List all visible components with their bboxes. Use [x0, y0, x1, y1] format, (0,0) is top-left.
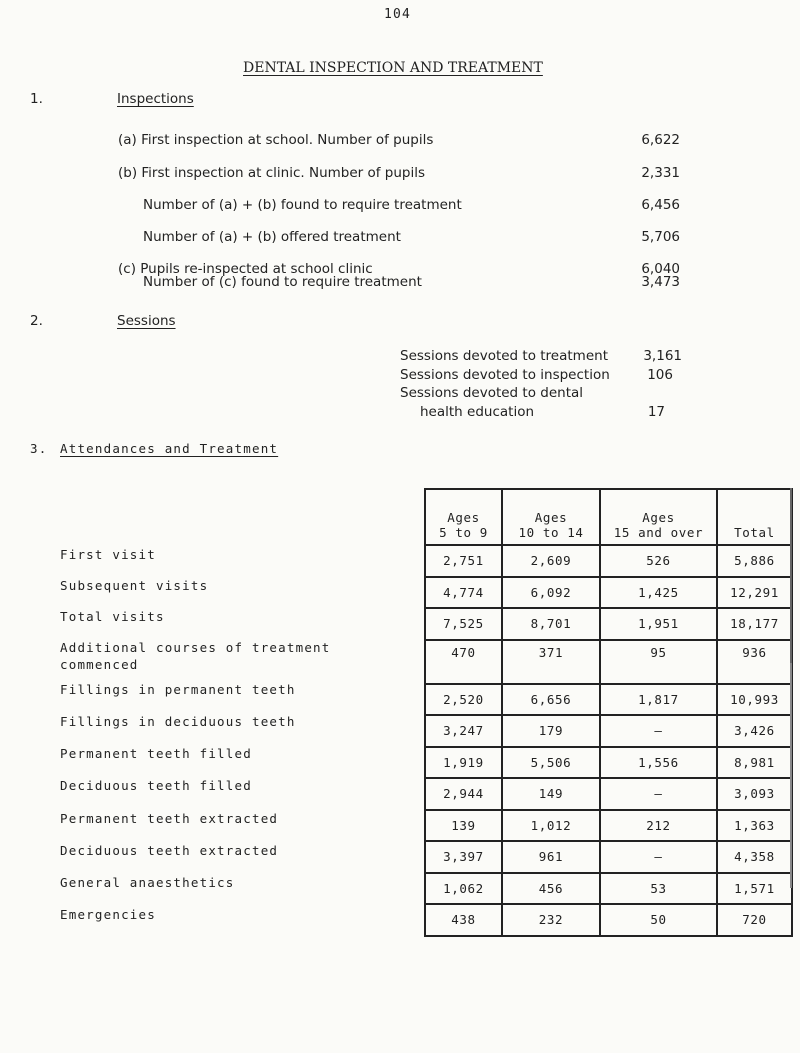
table-row	[425, 747, 792, 779]
table-row	[425, 841, 792, 873]
table-cell: 3,093	[717, 778, 792, 810]
table-cell: 371	[502, 640, 600, 684]
table-header-row	[425, 489, 792, 545]
row-label: Fillings in deciduous teeth	[60, 714, 296, 729]
table-cell: –	[600, 715, 717, 747]
table-cell: 2,609	[502, 545, 600, 577]
table-cell: 139	[425, 810, 502, 842]
column-header: Ages 5 to 9	[425, 489, 502, 545]
table-cell: 961	[502, 841, 600, 873]
table-cell: 1,062	[425, 873, 502, 905]
table-cell: 10,993	[717, 684, 792, 716]
inspection-value: 5,706	[641, 229, 680, 245]
row-label: Fillings in permanent teeth	[60, 682, 296, 697]
table-row	[425, 904, 792, 936]
session-label: health education	[420, 404, 535, 420]
table-cell: 12,291	[717, 577, 792, 609]
inspection-value: 6,622	[641, 132, 680, 148]
row-label: Additional courses of treatment	[60, 640, 331, 655]
section3-number: 3.	[30, 441, 48, 456]
table-cell: 18,177	[717, 608, 792, 640]
table-row	[425, 873, 792, 905]
row-label: Emergencies	[60, 907, 156, 922]
table-cell: 3,247	[425, 715, 502, 747]
session-label: Sessions devoted to dental	[400, 385, 584, 401]
row-label: Permanent teeth filled	[60, 746, 252, 761]
table-cell: 1,363	[717, 810, 792, 842]
table-cell: 95	[600, 640, 717, 684]
row-label: Deciduous teeth extracted	[60, 843, 279, 858]
table-cell: 1,919	[425, 747, 502, 779]
table-cell: 2,751	[425, 545, 502, 577]
table-cell: 720	[717, 904, 792, 936]
table-cell: 1,951	[600, 608, 717, 640]
section1-number: 1.	[30, 91, 43, 107]
table-cell: 1,571	[717, 873, 792, 905]
table-cell: 438	[425, 904, 502, 936]
table-cell: 1,556	[600, 747, 717, 779]
table-row	[425, 577, 792, 609]
table-cell: 232	[502, 904, 600, 936]
column-header: Ages 10 to 14	[502, 489, 600, 545]
column-header: Ages 15 and over	[600, 489, 717, 545]
inspection-label: (b) First inspection at clinic. Number of pupils	[118, 165, 426, 181]
session-label: Sessions devoted to treatment	[400, 348, 608, 364]
page-title: DENTAL INSPECTION AND TREATMENT	[243, 60, 543, 76]
section1-heading: Inspections	[117, 91, 194, 107]
table-row	[425, 810, 792, 842]
table-cell: 7,525	[425, 608, 502, 640]
table-cell: 212	[600, 810, 717, 842]
attendances-table	[424, 488, 793, 937]
inspection-label: Number of (a) + (b) found to require treatment	[143, 197, 462, 213]
table-cell: 5,506	[502, 747, 600, 779]
row-label: Permanent teeth extracted	[60, 811, 279, 826]
table-cell: 179	[502, 715, 600, 747]
inspection-value: 2,331	[641, 165, 680, 181]
table-cell: 3,397	[425, 841, 502, 873]
inspection-label: Number of (c) found to require treatment	[143, 274, 422, 290]
table-cell: 4,774	[425, 577, 502, 609]
row-label: commenced	[60, 657, 139, 672]
table-cell: 8,701	[502, 608, 600, 640]
table-cell: 149	[502, 778, 600, 810]
table-row	[425, 684, 792, 716]
edge-line	[790, 663, 792, 888]
page-number: 104	[384, 7, 412, 22]
table-cell: 4,358	[717, 841, 792, 873]
session-value: 106	[647, 367, 673, 383]
table-row	[425, 608, 792, 640]
table-cell: 526	[600, 545, 717, 577]
row-label: Subsequent visits	[60, 578, 209, 593]
table-cell: 5,886	[717, 545, 792, 577]
table-row	[425, 715, 792, 747]
section3-heading: Attendances and Treatment	[60, 441, 279, 456]
table-cell: 6,656	[502, 684, 600, 716]
table-row	[425, 640, 792, 684]
table-cell: 1,012	[502, 810, 600, 842]
table-row	[425, 545, 792, 577]
row-label: Deciduous teeth filled	[60, 778, 252, 793]
table-cell: 53	[600, 873, 717, 905]
table-cell: 456	[502, 873, 600, 905]
table-cell: 6,092	[502, 577, 600, 609]
table-cell: 2,520	[425, 684, 502, 716]
row-label: General anaesthetics	[60, 875, 235, 890]
inspection-value: 3,473	[641, 274, 680, 290]
table-cell: 50	[600, 904, 717, 936]
table-cell: 2,944	[425, 778, 502, 810]
inspection-value: 6,040	[641, 261, 680, 277]
session-value: 3,161	[643, 348, 682, 364]
table-cell: 936	[717, 640, 792, 684]
inspection-value: 6,456	[641, 197, 680, 213]
inspection-label: (c) Pupils re-inspected at school clinic	[118, 261, 373, 277]
section2-heading: Sessions	[117, 313, 176, 329]
session-label: Sessions devoted to inspection	[400, 367, 610, 383]
column-header: Total	[717, 489, 792, 545]
table-cell: –	[600, 778, 717, 810]
session-value: 17	[647, 404, 665, 420]
row-label: First visit	[60, 547, 156, 562]
table-cell: 3,426	[717, 715, 792, 747]
inspection-label: (a) First inspection at school. Number of pupils	[118, 132, 434, 148]
table-cell: 1,817	[600, 684, 717, 716]
row-label: Total visits	[60, 609, 165, 624]
table-cell: 1,425	[600, 577, 717, 609]
table-cell: 8,981	[717, 747, 792, 779]
section2-number: 2.	[30, 313, 43, 329]
table-cell: –	[600, 841, 717, 873]
inspection-label: Number of (a) + (b) offered treatment	[143, 229, 401, 245]
table-cell: 470	[425, 640, 502, 684]
edge-line	[790, 488, 792, 663]
table-row	[425, 778, 792, 810]
